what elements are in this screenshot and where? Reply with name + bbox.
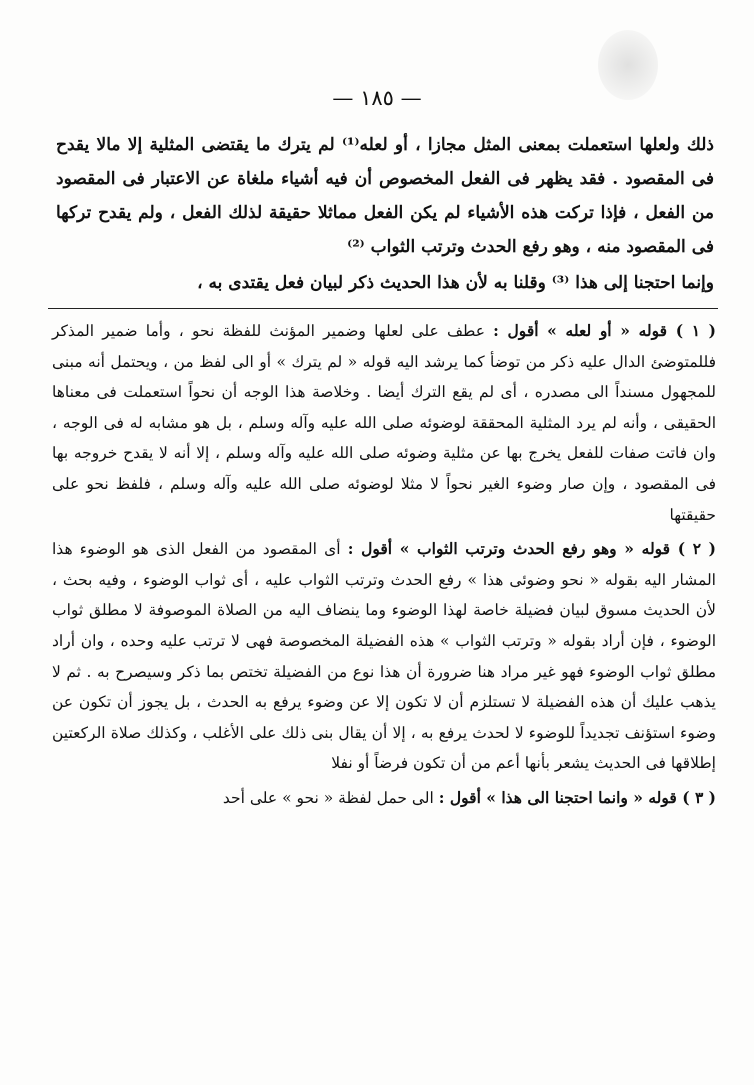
footnote-text: الى حمل لفظة « نحو » على أحد [222,788,434,807]
footnote-heading: ( ٢ ) قوله « وهو رفع الحدث وترتب الثواب » أقول : [347,539,717,559]
footnote-heading: ( ٣ ) قوله « وانما احتجنا الى هذا » أقول : [438,787,716,807]
footnote-3 [52,783,716,814]
footnote-heading: ( ١ ) قوله « أو لعله » أقول : [493,321,717,340]
footnote-text: أى المقصود من الفعل الذى هو الوضوء هذا المشار اليه بقوله « نحو وضوئى هذا » رفع الحدث وترتب الثواب عليه ، أى ثواب الوضوء ، وفيه بحث ، لأن الحديث مسوق لبيان فضيلة خاصة لهذا الوضوء وما ينضاف اليه من الصلاة الموصوفة لا مطلق ثواب الوضوء ، فإن أراد بقوله « وترتب الثواب » هذه الفضيلة المخصوصة فهى لا ترتب عليه وحده ، وان أراد مطلق ثواب الوضوء فهو غير مراد هنا ضرورة أن هذا نوع من الفضيلة تختص بما ذكر وسيصرح به . ثم لا يذهب عليك أن هذه الفضيلة لا تستلزم أن لا تكون إلا عن وضوء يرفع به الحدث ، بل يجوز أن تكون عن وضوء استؤنف تجديداً للوضوء لا لحدث يرفع به ، إلا أن يقال بنى ذلك على الأغلب ، وكذلك صلاة الركعتين إطلاقها فى الحديث يشعر بأنها أعم من أن تكون فرضاً أو نفلا [52,540,716,773]
main-text [56,128,714,300]
footnote-2 [52,534,716,779]
footnotes [52,316,716,818]
footnote-text: عطف على لعلها وضمير المؤنث للفظة نحو ، وأما ضمير المذكر فللمتوضئ الدال عليه ذكر من توضأ كما يرشد اليه قوله « لم يترك » أو الى لفظ من ، ويحتمل أنه مبنى للمجهول مسنداً الى مصدره ، أى لم يقع الترك أيضا . وخلاصة هذا الوجه أن نحواً استعملت فى معناها الحقيقى ، وأنه لم يرد المثلية المحققة لوضوئه صلى الله عليه وآله وسلم ، بل هو مشابه له فى الوجه ، وان فاتت صفات للفعل يخرج بها عن مثلية وضوئه صلى الله عليه وآله وسلم ، إلا أنه لا يقدح خروجه بها فى المقصود ، وإن صار وضوء الغير نحواً لا مثلا لوضوئه صلى الله عليه وآله وسلم ، فلفظ نحو على حقيقتها [52,322,716,524]
main-paragraph: وإنما احتجنا إلى هذا ⁽³⁾ وقلنا به لأن هذا الحديث ذكر لبيان فعل يقتدى به ، [197,273,714,293]
main-paragraph: ذلك ولعلها استعملت بمعنى المثل مجازا ، أو لعله⁽¹⁾ لم يترك ما يقتضى المثلية إلا مالا يقدح فى المقصود . فقد يظهر فى الفعل المخصوص أن فيه أشياء ملغاة عن الاعتبار فى المقصود من الفعل ، فإذا تركت هذه الأشياء لم يكن الفعل مماثلا حقيقة لذلك الفعل ، ولم يقدح تركها فى المقصود منه ، وهو رفع الحدث وترتب الثواب ⁽²⁾ [56,135,714,257]
footnote-1 [52,316,716,530]
page-number: — ١٨٥ — [332,86,422,110]
footnote-divider [48,308,718,309]
